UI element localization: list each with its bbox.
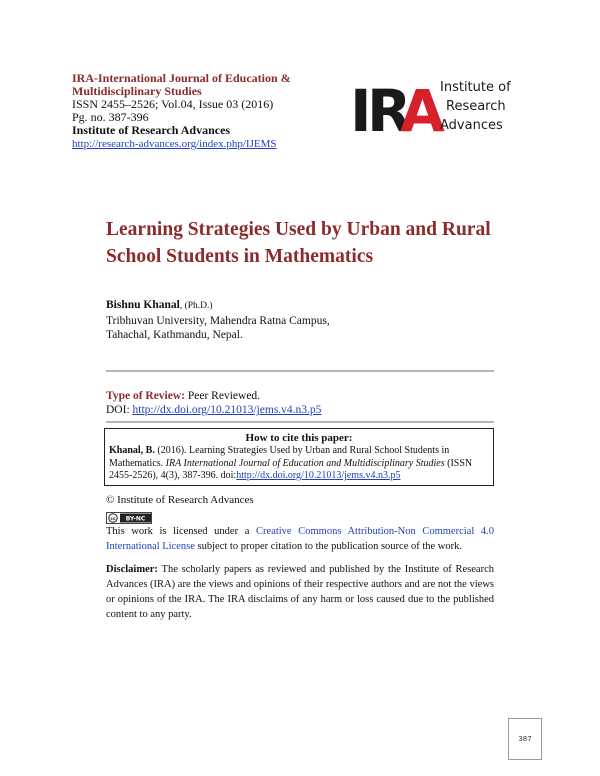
- doi-label: DOI:: [106, 404, 133, 416]
- author-name: Bishnu Khanal: [106, 299, 180, 311]
- page-number-box: [508, 718, 542, 760]
- journal-name: IRA-International Journal of Education & Multidisciplinary Studies: [72, 71, 291, 98]
- ira-logo: [350, 76, 520, 145]
- review-block: [106, 389, 494, 417]
- disclaimer-body: The scholarly papers as reviewed and published by the Institute of Research Advances (IRA) are the views and opinions of their respective authors and are not the views or opinions of the IRA. The IRA disclaims of any harm or loss caused due to the published content to any party.: [106, 564, 494, 620]
- cc-badge-right-text: BY-NC: [125, 515, 146, 523]
- divider-bottom: [106, 421, 494, 423]
- citation-text: [109, 445, 489, 483]
- citation-text-1: (2016). Learning Strategies Used by Urban and Rural School Students in Mathematics.: [109, 445, 450, 469]
- logo-text: [440, 78, 530, 135]
- citation-text-2: (ISSN 2455-2526), 4(3), 387-396. doi:: [109, 457, 473, 481]
- paper-title-line1: Learning Strategies Used by Urban and Rural: [106, 219, 491, 240]
- disclaimer-text: [106, 562, 494, 622]
- logo-text-line1: Institute of: [440, 80, 511, 95]
- divider-top: [106, 370, 494, 372]
- citation-author: Khanal, B.: [109, 445, 155, 456]
- citation-box: [104, 428, 494, 486]
- journal-url-link[interactable]: http://research-advances.org/index.php/IJEMS: [72, 138, 277, 150]
- citation-journal: IRA International Journal of Education and Multidisciplinary Studies: [165, 457, 445, 469]
- cc-license-badge[interactable]: [106, 511, 152, 523]
- publisher-name: Institute of Research Advances: [72, 123, 231, 137]
- svg-text:I: I: [350, 77, 369, 145]
- ira-logo-mark: [350, 76, 445, 145]
- license-text: [106, 524, 494, 554]
- disclaimer-label: Disclaimer:: [106, 564, 158, 575]
- paper-title-line2: School Students in Mathematics: [106, 246, 374, 267]
- author-block: [106, 298, 486, 343]
- doi-link[interactable]: http://dx.doi.org/10.21013/jems.v4.n3.p5: [132, 404, 322, 416]
- citation-heading: How to cite this paper:: [245, 432, 353, 444]
- author-affiliation-2: Tahachal, Kathmandu, Nepal.: [106, 329, 243, 341]
- review-type-label: Type of Review:: [106, 390, 185, 402]
- svg-text:R: R: [367, 77, 412, 145]
- journal-header: [72, 72, 352, 151]
- review-type-value: Peer Reviewed.: [185, 390, 261, 402]
- copyright-notice: © Institute of Research Advances: [106, 494, 254, 506]
- page-number: 387: [518, 735, 532, 743]
- cc-badge-left-text: cc: [110, 517, 116, 522]
- logo-text-line2: Research: [446, 99, 506, 114]
- license-pre: This work is licensed under a: [106, 526, 257, 537]
- author-degree: , (Ph.D.): [179, 301, 213, 311]
- license-post: subject to proper citation to the publication source of the work.: [194, 541, 463, 552]
- issn-line: ISSN 2455–2526; Vol.04, Issue 03 (2016): [72, 97, 274, 111]
- author-affiliation-1: Tribhuvan University, Mahendra Ratna Campus,: [106, 314, 330, 327]
- svg-text:A: A: [400, 77, 445, 145]
- paper-title: [106, 216, 526, 270]
- logo-text-line3: Advances: [440, 118, 503, 133]
- citation-doi-link[interactable]: http://dx.doi.org/10.21013/jems.v4.n3.p5: [236, 470, 401, 481]
- pages-line: Pg. no. 387-396: [72, 110, 149, 124]
- cc-badge-icon: [106, 512, 152, 524]
- license-link[interactable]: Creative Commons Attribution-Non Commercial 4.0 International License: [106, 526, 494, 552]
